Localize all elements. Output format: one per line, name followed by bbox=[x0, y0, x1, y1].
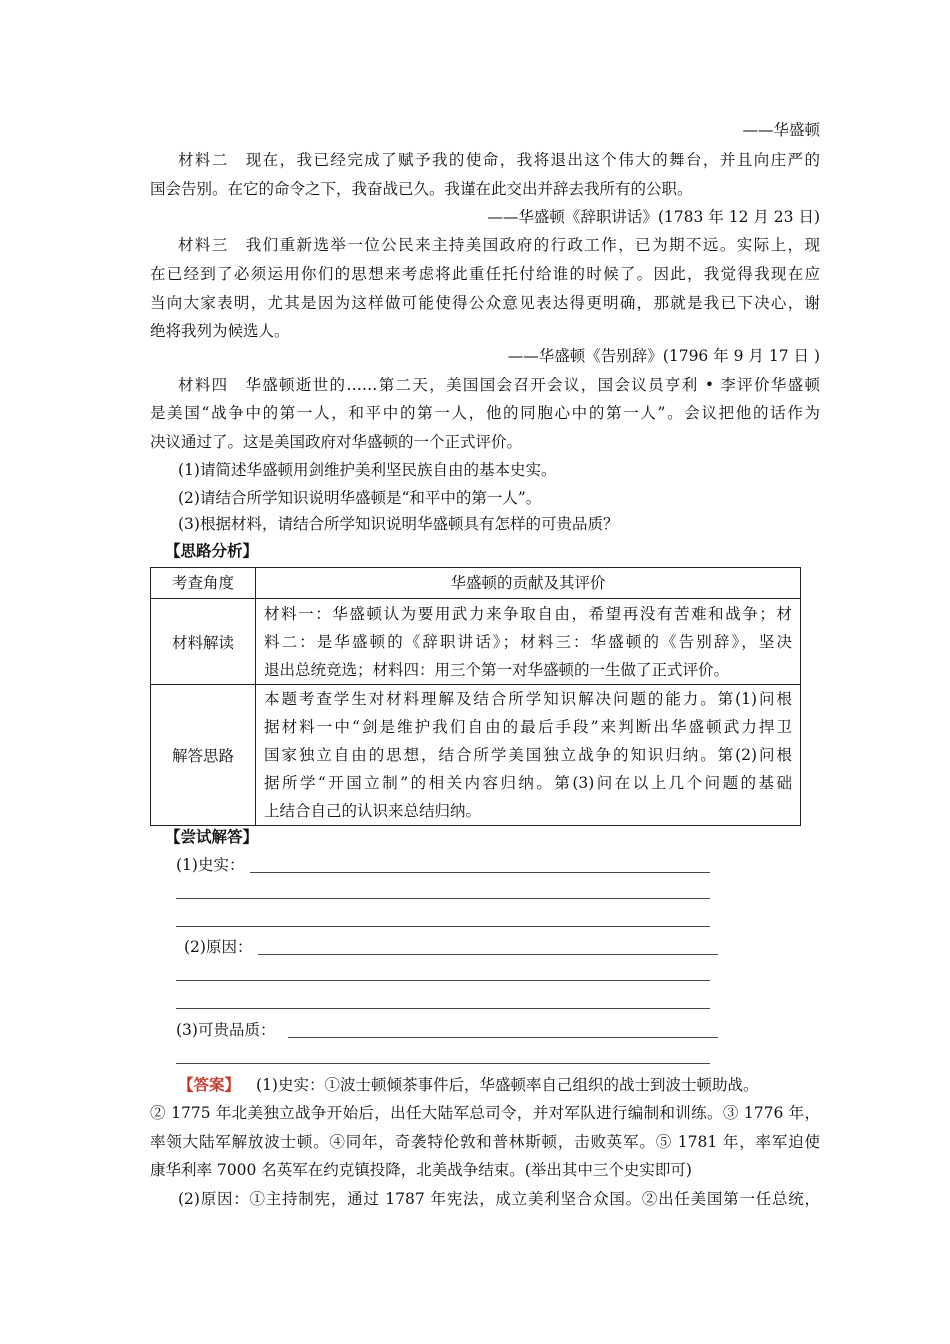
row-content bbox=[256, 685, 801, 826]
attempt-heading: 【尝试解答】 bbox=[165, 827, 259, 846]
content-line: 据所学“开国立制”的相关内容归纳。第(3)问在以上几个问题的基础 bbox=[264, 774, 792, 792]
material3-line: 绝将我列为候选人。 bbox=[150, 322, 290, 340]
material4-line: 材料四 华盛顿逝世的……第二天，美国国会召开会议，国会议员亨利 • 李评价华盛顿 bbox=[178, 376, 820, 394]
table-header-row bbox=[151, 568, 801, 599]
content-line: 材料一：华盛顿认为要用武力来争取自由，希望再没有苦难和战争；材 bbox=[264, 604, 792, 623]
answer-blank-line[interactable] bbox=[258, 954, 718, 955]
content-line: 本题考查学生对材料理解及结合所学知识解决问题的能力。第(1)问根 bbox=[264, 690, 792, 708]
table-row bbox=[151, 685, 801, 826]
material3-line: 材料三 我们重新选举一位公民来主持美国政府的行政工作，已为期不远。实际上，现 bbox=[178, 236, 820, 254]
answer-blank-line[interactable] bbox=[250, 872, 710, 873]
row-label: 解答思路 bbox=[151, 685, 256, 826]
row-label: 材料解读 bbox=[151, 599, 256, 685]
attempt-label-2: (2)原因： bbox=[184, 938, 253, 956]
question-3: (3)根据材料，请结合所学知识说明华盛顿具有怎样的可贵品质？ bbox=[178, 515, 619, 533]
answer-blank-line[interactable] bbox=[176, 1063, 710, 1064]
answer-blank-line[interactable] bbox=[288, 1037, 718, 1038]
table-header-cell: 华盛顿的贡献及其评价 bbox=[256, 568, 801, 599]
material2-attribution: ——华盛顿《辞职讲话》(1783 年 12 月 23 日) bbox=[487, 208, 820, 226]
material4-line: 是美国“战争中的第一人，和平中的第一人，他的同胞心中的第一人”。会议把他的话作为 bbox=[150, 404, 820, 422]
answer-blank-line[interactable] bbox=[176, 1008, 710, 1009]
table-row bbox=[151, 599, 801, 685]
attempt-label-1: (1)史实： bbox=[176, 856, 245, 874]
content-line: 国家独立自由的思想，结合所学美国独立战争的知识归纳。第(2)问根 bbox=[264, 746, 792, 764]
content-line: 上结合自己的认识来总结归纳。 bbox=[264, 802, 482, 820]
attempt-label-3: (3)可贵品质： bbox=[176, 1021, 276, 1039]
content-line: 据材料一中“剑是维护我们自由的最后手段”来判断出华盛顿武力捍卫 bbox=[264, 718, 792, 736]
material3-attribution: ——华盛顿《告别辞》(1796 年 9 月 17 日 ) bbox=[507, 347, 820, 365]
material3-line: 在已经到了必须运用你们的思想来考虑将此重任托付给谁的时候了。因此，我觉得我现在应 bbox=[150, 265, 820, 283]
answer-first-line bbox=[178, 1074, 820, 1096]
answer-line: ② 1775 年北美独立战争开始后，出任大陆军总司令，并对军队进行编制和训练。③ 1776 年， bbox=[150, 1104, 820, 1122]
material2-line: 材料二 现在，我已经完成了赋予我的使命，我将退出这个伟大的舞台，并且向庄严的 bbox=[178, 151, 820, 169]
answer-line: (1)史实：①波士顿倾茶事件后，华盛顿率自己组织的战士到波士顿助战。 bbox=[256, 1076, 759, 1094]
answer-line: 康华利率 7000 名英军在约克镇投降，北美战争结束。(举出其中三个史实即可) bbox=[150, 1161, 692, 1179]
question-2: (2)请结合所学知识说明华盛顿是“和平中的第一人”。 bbox=[178, 489, 542, 507]
answer-tag: 【答案】 bbox=[178, 1075, 241, 1094]
material2-line: 国会告别。在它的命令之下，我奋战已久。我谨在此交出并辞去我所有的公职。 bbox=[150, 180, 693, 198]
answer-blank-line[interactable] bbox=[176, 898, 710, 899]
answer-blank-line[interactable] bbox=[176, 980, 710, 981]
material4-line: 决议通过了。这是美国政府对华盛顿的一个正式评价。 bbox=[150, 433, 523, 451]
material3-line: 当向大家表明，尤其是因为这样做可能使得公众意见表达得更明确，那就是我已下决心，谢 bbox=[150, 294, 820, 312]
analysis-heading: 【思路分析】 bbox=[165, 541, 259, 560]
content-line: 料二：是华盛顿的《辞职讲话》；材料三：华盛顿的《告别辞》，坚决 bbox=[264, 632, 792, 651]
answer-line: (2)原因：①主持制宪，通过 1787 年宪法，成立美利坚合众国。②出任美国第一任总统， bbox=[178, 1190, 820, 1208]
answer-blank-line[interactable] bbox=[176, 926, 710, 927]
analysis-table bbox=[150, 567, 801, 826]
material1-attribution: ——华盛顿 bbox=[742, 121, 820, 139]
question-1: (1)请简述华盛顿用剑维护美利坚民族自由的基本史实。 bbox=[178, 461, 557, 479]
table-header-cell: 考查角度 bbox=[151, 568, 256, 599]
answer-line: 率领大陆军解放波士顿。④同年，奇袭特伦敦和普林斯顿，击败英军。⑤ 1781 年，率军迫使 bbox=[150, 1133, 820, 1151]
content-line: 退出总统竞选；材料四：用三个第一对华盛顿的一生做了正式评价。 bbox=[264, 660, 730, 679]
row-content bbox=[256, 599, 801, 685]
